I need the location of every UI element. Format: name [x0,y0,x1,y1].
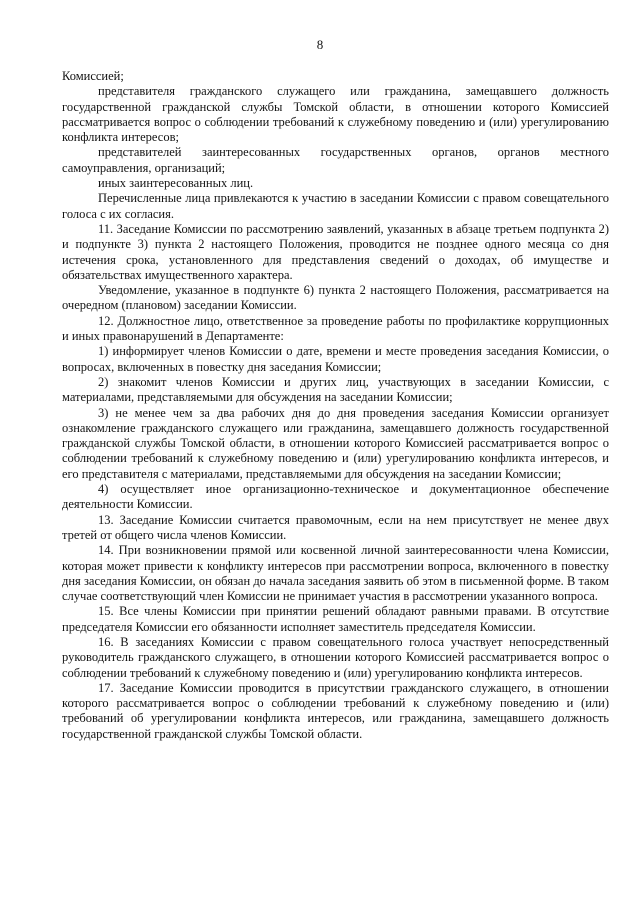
paragraph: Перечисленные лица привлекаются к участию в заседании Комиссии с правом совещательного голоса с их согласия. [62,191,609,221]
paragraph: 13. Заседание Комиссии считается правомочным, если на нем присутствует не менее двух третей от общего числа членов Комиссии. [62,512,609,542]
paragraph: Комиссией; [62,69,124,83]
document-body [62,69,609,742]
paragraph: иных заинтересованных лиц. [98,176,254,191]
paragraph: Уведомление, указанное в подпункте 6) пункта 2 настоящего Положения, рассматривается на очередном (плановом) заседании Комиссии. [62,283,609,313]
paragraph: 1) информирует членов Комиссии о дате, времени и месте проведения заседания Комиссии, о вопросах, включенных в повестку дня заседания Комиссии; [62,344,609,374]
paragraph: 14. При возникновении прямой или косвенной личной заинтересованности члена Комиссии, которая может привести к конфликту интересов при рассмотрении вопроса, включенного в повестку дня заседания Комиссии, он обязан до начала заседания заявить об этом в письменной форме. В таком случае соответствующий член Комиссии не принимает участия в рассмотрении указанного вопроса. [62,543,609,604]
paragraph: 4) осуществляет иное организационно-техническое и документационное обеспечение деятельности Комиссии. [62,482,609,512]
paragraph: 11. Заседание Комиссии по рассмотрению заявлений, указанных в абзаце третьем подпункта 2) и подпункте 3) пункта 2 настоящего Положения, проводится не позднее одного месяца со дня истечения срока, установленного для представления сведений о доходах, об имуществе и обязательствах имущественного характера. [62,221,609,282]
paragraph: 2) знакомит членов Комиссии и других лиц, участвующих в заседании Комиссии, с материалами, представляемыми для обсуждения на заседании Комиссии; [62,374,609,405]
paragraph: 15. Все члены Комиссии при принятии решений обладают равными правами. В отсутствие председателя Комиссии его обязанности исполняет заместитель председателя Комиссии. [62,604,609,634]
paragraph: 3) не менее чем за два рабочих дня до дня проведения заседания Комиссии организует ознакомление гражданского служащего или гражданина, замещавшего должность государственной гражданской службы Томской области, в отношении которого Комиссией рассматривается вопрос о соблюдении требований к служебному поведению и (или) урегулированию конфликта интересов, и его представителя с материалами, представляемыми для обсуждения на заседании Комиссии; [62,405,609,481]
paragraph: представителя гражданского служащего или гражданина, замещавшего должность государственной гражданской службы Томской области, в отношении которого Комиссией рассматривается вопрос о соблюдении требований к служебному поведению и (или) урегулированию конфликта интересов; [62,84,609,145]
paragraph: представителей заинтересованных государственных органов, органов местного самоуправления, организаций; [62,145,609,175]
paragraph: 12. Должностное лицо, ответственное за проведение работы по профилактике коррупционных и иных правонарушений в Департаменте: [62,313,609,344]
paragraph: 16. В заседаниях Комиссии с правом совещательного голоса участвует непосредственный руководитель гражданского служащего, в отношении которого Комиссией рассматривается вопрос о соблюдении требований к служебному поведению и (или) урегулированию конфликта интересов. [62,634,609,680]
page-number: 8 [316,37,324,52]
paragraph: 17. Заседание Комиссии проводится в присутствии гражданского служащего, в отношении которого рассматривается вопрос о соблюдении требований к служебному поведению и (или) требований об урегулировании конфликта интересов, или гражданина, замещавшего должность государственной гражданской службы Томской области. [62,680,609,741]
